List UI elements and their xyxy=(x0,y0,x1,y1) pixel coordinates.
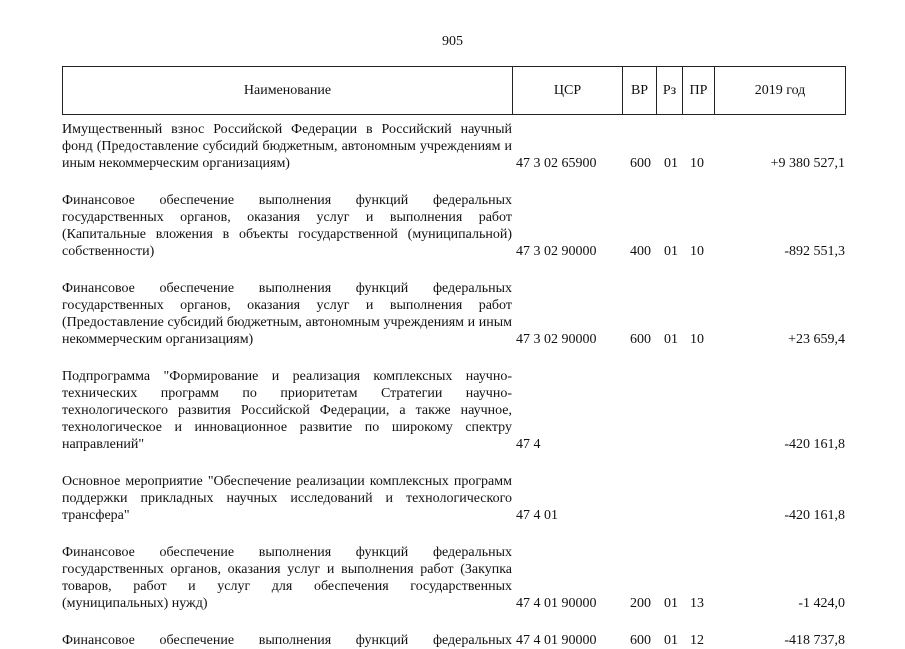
row-rz: 01 xyxy=(664,156,678,171)
row-csr: 47 4 xyxy=(516,437,541,452)
header-year: 2019 год xyxy=(715,67,846,115)
table-row xyxy=(62,632,845,649)
header-rz: Рз xyxy=(657,67,683,115)
row-csr: 47 3 02 90000 xyxy=(516,332,597,347)
row-csr: 47 3 02 90000 xyxy=(516,244,597,259)
row-pr: 10 xyxy=(690,156,704,171)
row-csr: 47 4 01 xyxy=(516,508,558,523)
row-vr: 600 xyxy=(630,156,651,171)
header-vr: ВР xyxy=(623,67,657,115)
table-row xyxy=(62,544,845,612)
header-pr: ПР xyxy=(683,67,715,115)
table-body xyxy=(62,121,845,649)
row-pr: 12 xyxy=(690,633,704,648)
table-row xyxy=(62,473,845,524)
row-amount: -420 161,8 xyxy=(784,437,845,452)
row-name: Финансовое обеспечение выполнения функций федеральных государственных органов, оказания услуг и выполнения работ (Предоставление субсидий бюджетным, автономным учреждениям и иным некоммерческим организациям) xyxy=(62,281,512,347)
table-row xyxy=(62,368,845,453)
row-amount: -892 551,3 xyxy=(784,244,845,259)
table-header xyxy=(62,66,846,115)
header-name: Наименование xyxy=(63,67,513,115)
row-csr: 47 4 01 90000 xyxy=(516,633,597,648)
row-name: Основное мероприятие "Обеспечение реализации комплексных программ поддержки прикладных научных исследований и технологического трансфера" xyxy=(62,474,512,523)
row-csr: 47 4 01 90000 xyxy=(516,596,597,611)
row-amount: -1 424,0 xyxy=(798,596,845,611)
row-amount: -418 737,8 xyxy=(784,633,845,648)
row-pr: 10 xyxy=(690,332,704,347)
page-number: 905 xyxy=(442,34,463,49)
row-rz: 01 xyxy=(664,633,678,648)
row-csr: 47 3 02 65900 xyxy=(516,156,597,171)
row-rz: 01 xyxy=(664,244,678,259)
row-name: Финансовое обеспечение выполнения функций федеральных xyxy=(62,633,512,648)
header-csr: ЦСР xyxy=(513,67,623,115)
row-vr: 600 xyxy=(630,633,651,648)
row-rz: 01 xyxy=(664,332,678,347)
row-amount: -420 161,8 xyxy=(784,508,845,523)
row-amount: +9 380 527,1 xyxy=(770,156,845,171)
row-rz: 01 xyxy=(664,596,678,611)
row-vr: 200 xyxy=(630,596,651,611)
row-vr: 400 xyxy=(630,244,651,259)
row-vr: 600 xyxy=(630,332,651,347)
row-pr: 13 xyxy=(690,596,704,611)
table-row xyxy=(62,121,845,172)
table-row xyxy=(62,280,845,348)
table-row xyxy=(62,192,845,260)
row-name: Финансовое обеспечение выполнения функций федеральных государственных органов, оказания услуг и выполнения работ (Закупка товаров, работ и услуг для обеспечения государственных (муниципальных) нужд) xyxy=(62,545,512,611)
row-pr: 10 xyxy=(690,244,704,259)
row-name: Подпрограмма "Формирование и реализация комплексных научно-технических программ по приоритетам Стратегии научно-технологического развития Российской Федерации, а также научное, технологическое и инновационное развитие по широкому спектру направлений" xyxy=(62,369,512,452)
row-name: Имущественный взнос Российской Федерации в Российский научный фонд (Предоставление субсидий бюджетным, автономным учреждениям и иным некоммерческим организациям) xyxy=(62,122,512,171)
row-name: Финансовое обеспечение выполнения функций федеральных государственных органов, оказания услуг и выполнения работ (Капитальные вложения в объекты государственной (муниципальной) собственности) xyxy=(62,193,512,259)
row-amount: +23 659,4 xyxy=(788,332,845,347)
